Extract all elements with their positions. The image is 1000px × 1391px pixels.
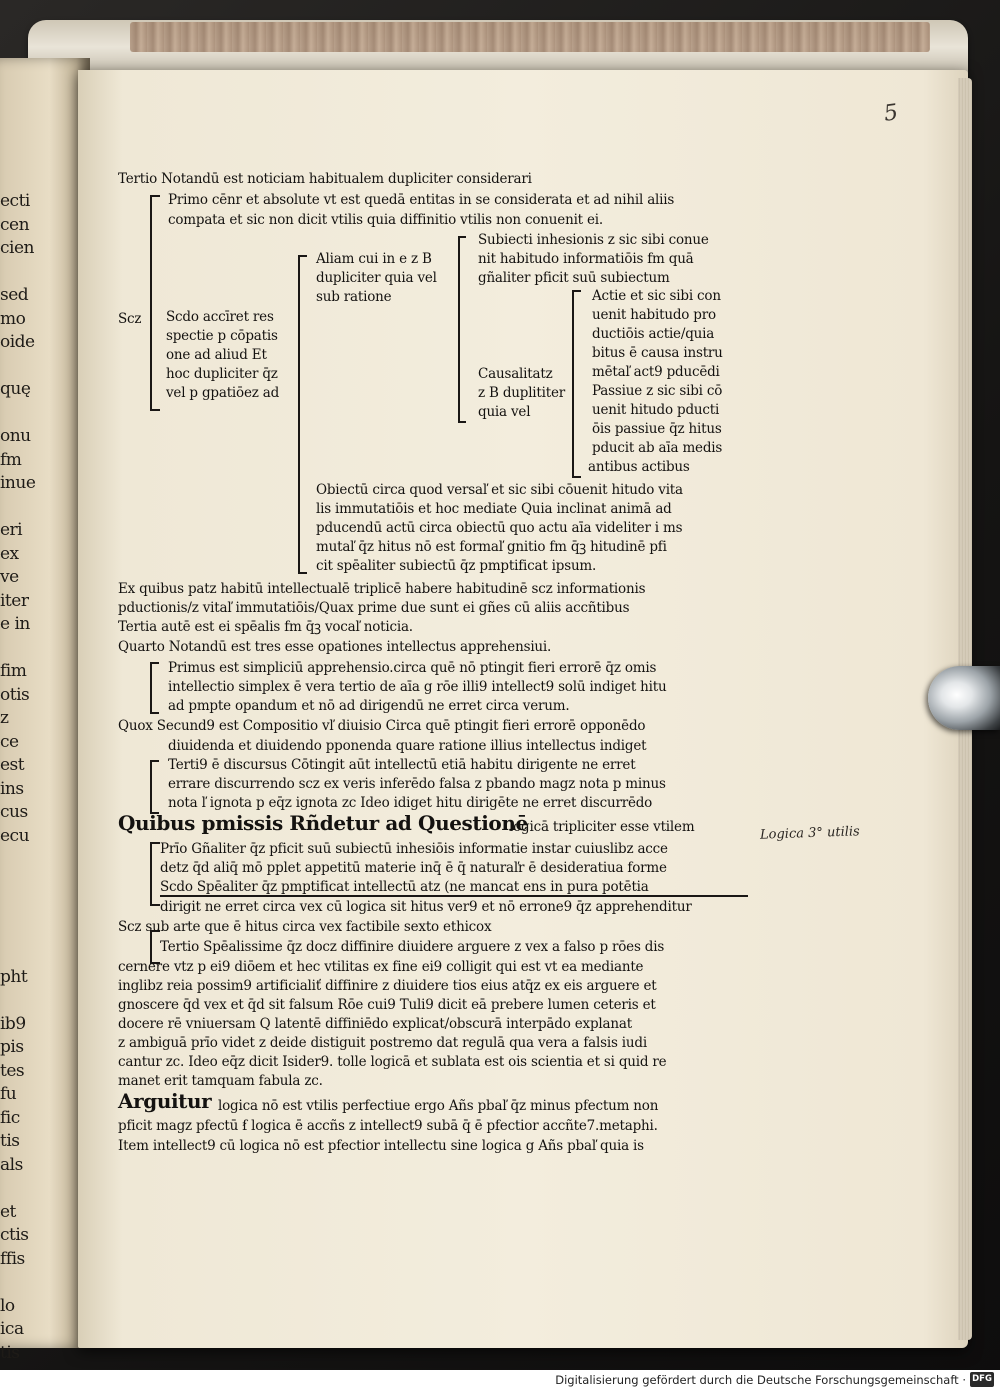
left-fragment: [0, 848, 40, 872]
line-scdo-accidit: Scdo accīret res: [166, 309, 274, 325]
bracket-primus: [150, 662, 159, 714]
line-metal-act: mētaľ act9 pducēdi: [592, 364, 720, 380]
line-dirigit: dirigit ne erret circa vex cū logica sit hitus ver9 et nō errone9 q̄z apprehenditur: [160, 899, 692, 915]
bracket-prio-gnaliter: [150, 842, 160, 906]
bracket-aliam: [298, 255, 307, 574]
left-fragment: ica: [0, 1319, 24, 1339]
left-fragment: mo: [0, 308, 26, 329]
line-primo-cenr: Primo cēnr et absolute vt est quedā entitas in se considerata et ad nihil aliis: [168, 192, 675, 208]
left-fragment: cus: [0, 802, 28, 822]
line-pductionis: pductionis/z vitaľ immutatiōis/Quax prime due sunt ei gñes cū aliis accñtibus: [118, 600, 630, 616]
line-ad-pmpte: ad pmpte opandum et nō ad dirigendū ne erret circa verum.: [168, 698, 570, 714]
line-subiecti: Subiecti inhesionis z sic sibi conue: [478, 232, 709, 248]
folio-number: 5: [882, 100, 900, 127]
line-passiue: Passiue z sic sibi cō: [592, 383, 723, 399]
line-nota: nota ľ ignota p eq̄z ignota zc Ideo idiget hitu dirigēte ne erret discurrēdo: [168, 795, 653, 811]
line-tertia-aute: Tertia autē est ei spēalis fm q̄ꝫ vocaľ noticia.: [118, 619, 413, 635]
line-duplititer: z B duplititer: [478, 385, 566, 401]
line-causalitatz: Causalitatz: [478, 366, 553, 382]
line-tertius: Terti9 ē discursus Cōtingit aūt intellectū etiā habitu dirigente ne erret: [168, 757, 636, 773]
line-quarto-notandu: Quarto Notandū est tres esse opationes intellectus apprehensiui.: [118, 639, 552, 655]
left-fragment: ce: [0, 731, 19, 752]
left-fragment: ecti: [0, 191, 30, 211]
left-fragment: pht: [0, 966, 28, 987]
left-fragment: oide: [0, 332, 35, 352]
left-fragment: est: [0, 755, 25, 775]
line-gnoscere: gnoscere q̄d vex et q̄d sit falsum Rōe cui9 Tuli9 dicit eā prebere lumen ceteris et: [118, 997, 656, 1013]
left-fragment: sed: [0, 285, 29, 305]
left-fragment: onu: [0, 426, 31, 446]
left-fragment: lo: [0, 1295, 15, 1316]
left-fragment: tis: [0, 1131, 20, 1151]
left-fragment: otis: [0, 684, 30, 705]
line-errare: errare discurrendo scz ex veris inferēdo falsa z pbando magz nota p minus: [168, 776, 666, 792]
line-sub-ratione: sub ratione: [316, 289, 392, 305]
line-spectie: spectie p cōpatis: [166, 328, 278, 344]
line-lis-immutationis: lis immutatiōis et hoc mediate Quia inclinat animā ad: [316, 501, 672, 517]
left-fragment: [0, 942, 40, 966]
line-scdo-spealiter: Scdo Spēaliter q̄z pmptificat intellectū atz (ne mancat ens in pura potētia: [160, 879, 649, 895]
line-actie: Actie et sic sibi con: [592, 288, 721, 304]
left-fragment: [0, 1271, 40, 1295]
left-fragment: e in: [0, 614, 30, 634]
line-detz: detz q̄d aliq̄ mō pplet appetitū materie inq̄ ē q̄ naturaľr ē desideratiua forme: [160, 860, 667, 876]
bracket-tertius: [150, 760, 159, 814]
line-intellectio: intellectio simplex ē vera tertio de aīa g rōe illi9 intellect9 solū indiget hitu: [168, 679, 667, 695]
left-fragment: ffis: [0, 1248, 25, 1269]
left-fragment: [0, 989, 40, 1013]
line-pficit-magz: pficit magz pfectū ẜ logica ē accñs z intellect9 subā q̄ ē pfectior accñte7.metaphi.: [118, 1118, 658, 1134]
left-fragment: ins: [0, 778, 24, 799]
book-head-marbling: [130, 22, 930, 52]
left-fragment: et: [0, 1201, 16, 1222]
left-fragment: [0, 402, 40, 426]
left-fragment: [0, 919, 40, 943]
line-pducit: pducit ab aīa medis: [592, 440, 723, 456]
left-fragment: [0, 355, 40, 379]
left-fragment: ctis: [0, 1225, 29, 1245]
page-clip: [928, 666, 1000, 730]
left-fragment: tis: [0, 1342, 20, 1363]
left-fragment: als: [0, 1154, 23, 1175]
left-fragment: iter: [0, 590, 29, 611]
line-pducendu: pducendū actū circa obiectū quo actu aīa videliter i ms: [316, 520, 683, 536]
line-uenit-habitudo: uenit habitudo pro: [592, 307, 716, 323]
line-ex-quibus: Ex quibus patz habitū intellectualē triplicē habere habitudinē scz informationis: [118, 581, 646, 597]
line-logica-tripliciter: logicā tripliciter esse vtilem: [509, 819, 695, 835]
left-fragment: fm: [0, 449, 22, 470]
line-prio-gnaliter: Prīo Gñaliter q̄z pficit suū subiectū inhesiōis informatie instar cuiuslibz acce: [160, 841, 668, 857]
line-onis-passiue: ōis passiue q̄z hitus: [592, 421, 722, 437]
line-nit-habitudo: nit habitudo informatiōis fm quā: [478, 251, 694, 267]
line-primus: Primus est simpliciū apprehensio.circa quē nō ptingit fieri errorē q̄z omis: [168, 660, 657, 676]
left-fragment: quę: [0, 379, 31, 399]
line-uenit-hitudo: uenit hitudo pducti: [592, 402, 720, 418]
marginal-annotation: Logica 3° utilis: [759, 824, 860, 843]
left-fragment: ve: [0, 567, 19, 587]
line-scz: Scz: [118, 311, 142, 327]
line-vel-p-gpationez: vel p gpatiōez ad: [166, 385, 280, 401]
left-fragment: [0, 872, 40, 896]
line-hoc-dupliciter: hoc dupliciter q̄z: [166, 366, 278, 382]
line-logica-no-est: logica nō est vtilis perfectiue ergo Añs pbaľ q̄z minus pfectum non: [218, 1098, 659, 1114]
line-cernere: cernere vtz p ei9 diōem et hec vtilitas ex fine ei9 colligit qui est vt ea mediante: [118, 959, 644, 975]
line-diuidenda: diuidenda et diuidendo pponenda quare ratione illius intellectus indiget: [168, 738, 647, 754]
line-inglibz: inglibz reia possim9 artificialiť diffinire z diuidere tios eius atq̄z ex eis arguere et: [118, 978, 657, 994]
left-fragment: [0, 1177, 40, 1201]
line-mutal: mutaľ q̄z hitus nō est formaľ gnitio fm q̄ꝫ hitudinē pfi: [316, 539, 667, 555]
left-fragment: cien: [0, 238, 34, 258]
line-quox-secundus: Quox Secund9 est Compositio vľ diuisio Circa quē ptingit fieri errorē opponēdo: [118, 718, 646, 734]
line-item-intellectus: Item intellect9 cū logica nō est pfectior intellectu sine logica g Añs pbaľ quia is: [118, 1138, 644, 1154]
line-tertio-notandu: Tertio Notandū est noticiam habitualem dupliciter considerari: [118, 171, 532, 187]
line-docere: docere rē vniuersam Q latentē diffiniēdo explicat/obscurā interpādo explanat: [118, 1016, 632, 1032]
dfg-logo: DFG: [970, 1372, 994, 1387]
line-aliam: Aliam cui in e z B: [316, 251, 432, 267]
line-ambigua: z ambiguā prīo videt z deide distiguit postremo dat regulā qua vera a falsis iudi: [118, 1035, 647, 1051]
left-fragment: z: [0, 708, 9, 728]
line-manet: manet erit tamquam fabula zc.: [118, 1073, 323, 1089]
line-cit-spealiter: cit spēaliter subiectū q̄z pmptificat ipsum.: [316, 558, 597, 574]
left-fragment: ib9: [0, 1013, 26, 1034]
heading-quibus-pmissis: Quibus pmissis Rñdetur ad Questionē: [118, 811, 528, 835]
bracket-actie: [572, 290, 581, 478]
left-fragment: [0, 496, 40, 520]
left-fragment: ecu: [0, 825, 30, 846]
line-gnaliter: gñaliter pficit suū subiectum: [478, 270, 670, 286]
line-quia-vel: quia vel: [478, 404, 531, 420]
line-dupliciter: dupliciter quia vel: [316, 270, 437, 286]
left-fragment: fic: [0, 1107, 20, 1128]
left-fragment: cen: [0, 214, 30, 235]
line-antibus: antibus actibus: [588, 459, 690, 475]
line-compata: compata et sic non dicit vtilis quia diffinitio vtilis non conuenit ei.: [168, 212, 603, 228]
heading-arguitur: Arguitur: [118, 1089, 212, 1113]
left-fragment: pis: [0, 1037, 24, 1057]
left-fragment: [0, 637, 40, 661]
left-fragment: [0, 895, 40, 919]
left-fragment: fu: [0, 1084, 17, 1104]
footer-credit: Digitalisierung gefördert durch die Deutsche Forschungsgemeinschaft ·: [555, 1373, 966, 1387]
left-fragment: [0, 261, 40, 285]
bracket-subiecti: [458, 236, 466, 423]
left-fragment: eri: [0, 520, 23, 540]
line-scz-sub-arte: Scz sub arte que ē hitus circa vex factibile sexto ethicox: [118, 919, 492, 935]
left-fragment: ex: [0, 543, 19, 564]
line-tertio-spealissime: Tertio Spēalissime q̄z docz diffinire diuidere arguere z vex a falso p rōes dis: [160, 939, 665, 955]
line-obiectu: Obiectū circa quod versaľ et sic sibi cōuenit hitudo vita: [316, 482, 683, 498]
left-fragment: fim: [0, 661, 27, 681]
line-bitus-causa: bitus ē causa instru: [592, 345, 723, 361]
left-page-text-fragments: [0, 190, 40, 1365]
line-cantur: cantur zc. Ideo eq̄z dicit Isider9. tolle logicā et sublata est ois scientia et si quid re: [118, 1054, 667, 1070]
line-ductionis: ductiōis actie/quia: [592, 326, 715, 342]
bracket-primo-secundo: [150, 195, 160, 411]
left-fragment: tes: [0, 1060, 25, 1081]
left-fragment: inue: [0, 473, 36, 493]
line-one-ad-aliud: one ad aliud Et: [166, 347, 267, 363]
